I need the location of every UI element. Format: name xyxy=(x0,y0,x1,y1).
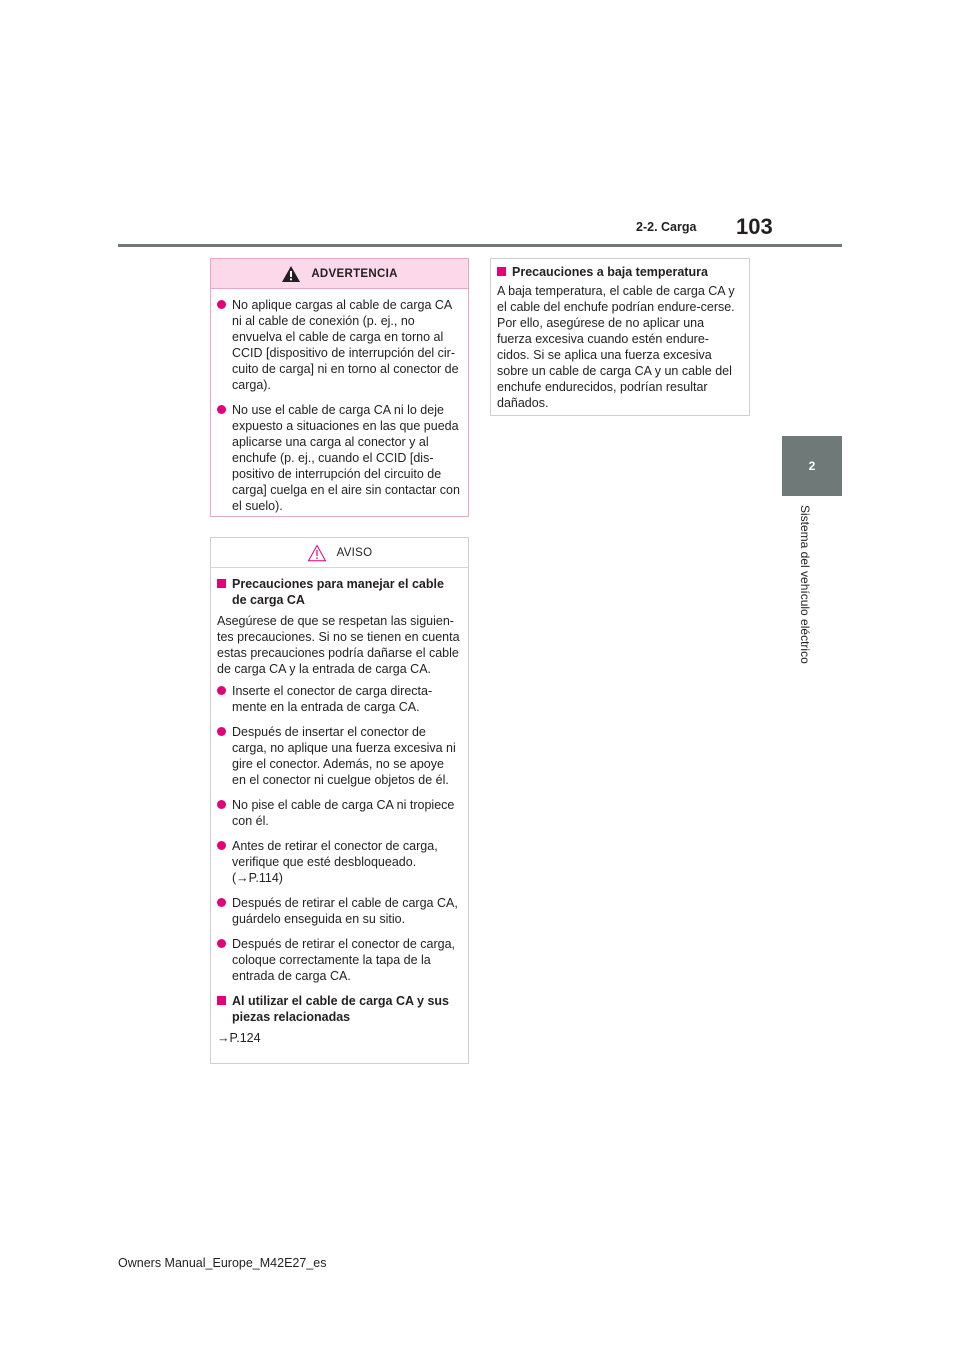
list-item: No aplique cargas al cable de carga CA ni al cable de conexión (p. ej., no envuelva el cable de carga en torno al CCID [dispositivo de interrupción del cir-cuito de carga] ni en torno al conector de carga). xyxy=(217,297,460,393)
square-bullet-icon xyxy=(217,996,226,1005)
list-item: No use el cable de carga CA ni lo deje expuesto a situaciones en las que pueda aplicarse una carga al conector y al enchufe (p. ej., cuando el CCID [dis-positivo de interrupción del circuito de carga] cuelga en el aire sin contactar con el suelo). xyxy=(217,402,460,514)
section-heading: Precauciones para manejar el cable de carga CA xyxy=(217,576,460,608)
chapter-tab xyxy=(782,436,842,496)
list-item: Después de insertar el conector de carga, no aplique una fuerza excesiva ni gire el conector. Además, no se apoye en el conector ni cuelgue objetos de él. xyxy=(217,724,460,788)
list-item: Inserte el conector de carga directa-mente en la entrada de carga CA. xyxy=(217,683,460,715)
bullet-icon xyxy=(217,727,226,736)
section-heading: Al utilizar el cable de carga CA y sus piezas relacionadas xyxy=(217,993,460,1025)
header-rule xyxy=(118,244,842,247)
section-label: 2-2. Carga xyxy=(636,220,697,234)
bullet-icon xyxy=(217,898,226,907)
chapter-title: Sistema del vehículo eléctrico xyxy=(798,505,812,664)
list-item: Después de retirar el cable de carga CA, guárdelo enseguida en su sitio. xyxy=(217,895,460,927)
footer-text: Owners Manual_Europe_M42E27_es xyxy=(118,1256,327,1270)
page-number: 103 xyxy=(736,214,773,239)
bullet-icon xyxy=(217,939,226,948)
warning-header xyxy=(211,259,468,289)
list-item: No pise el cable de carga CA ni tropiece con él. xyxy=(217,797,460,829)
paragraph: Asegúrese de que se respetan las siguien-tes precauciones. Si no se tienen en cuenta estas precauciones podría dañarse el cable de carga CA y la entrada de carga CA. xyxy=(217,614,460,676)
section-heading: Precauciones a baja temperatura xyxy=(497,264,741,280)
square-bullet-icon xyxy=(217,579,226,588)
warning-title: ADVERTENCIA xyxy=(311,267,398,280)
notice-title: AVISO xyxy=(336,546,373,559)
warning-triangle-outline-icon xyxy=(307,544,327,562)
warning-triangle-filled-icon xyxy=(281,265,301,283)
info-box xyxy=(490,258,750,416)
page-reference: →P.124 xyxy=(217,1031,261,1045)
square-bullet-icon xyxy=(497,267,506,276)
bullet-icon xyxy=(217,300,226,309)
list-item: Después de retirar el conector de carga, coloque correctamente la tapa de la entrada de carga CA. xyxy=(217,936,460,984)
list-item: Antes de retirar el conector de carga, verifique que esté desbloqueado. (→P.114) xyxy=(217,838,460,886)
bullet-icon xyxy=(217,841,226,850)
chapter-number: 2 xyxy=(808,459,816,473)
bullet-icon xyxy=(217,800,226,809)
bullet-icon xyxy=(217,686,226,695)
warning-box xyxy=(210,258,469,517)
notice-header xyxy=(211,538,468,568)
paragraph: A baja temperatura, el cable de carga CA y el cable del enchufe podrían endure-cerse. Por ello, asegúrese de no aplicar una fuerza excesiva cuando estén endure-cidos. Si se aplica una fuerza excesiva sobre un cable de carga CA y un cable del enchufe endurecidos, podrían resultar dañados. xyxy=(497,284,735,410)
bullet-icon xyxy=(217,405,226,414)
notice-box xyxy=(210,537,469,1064)
